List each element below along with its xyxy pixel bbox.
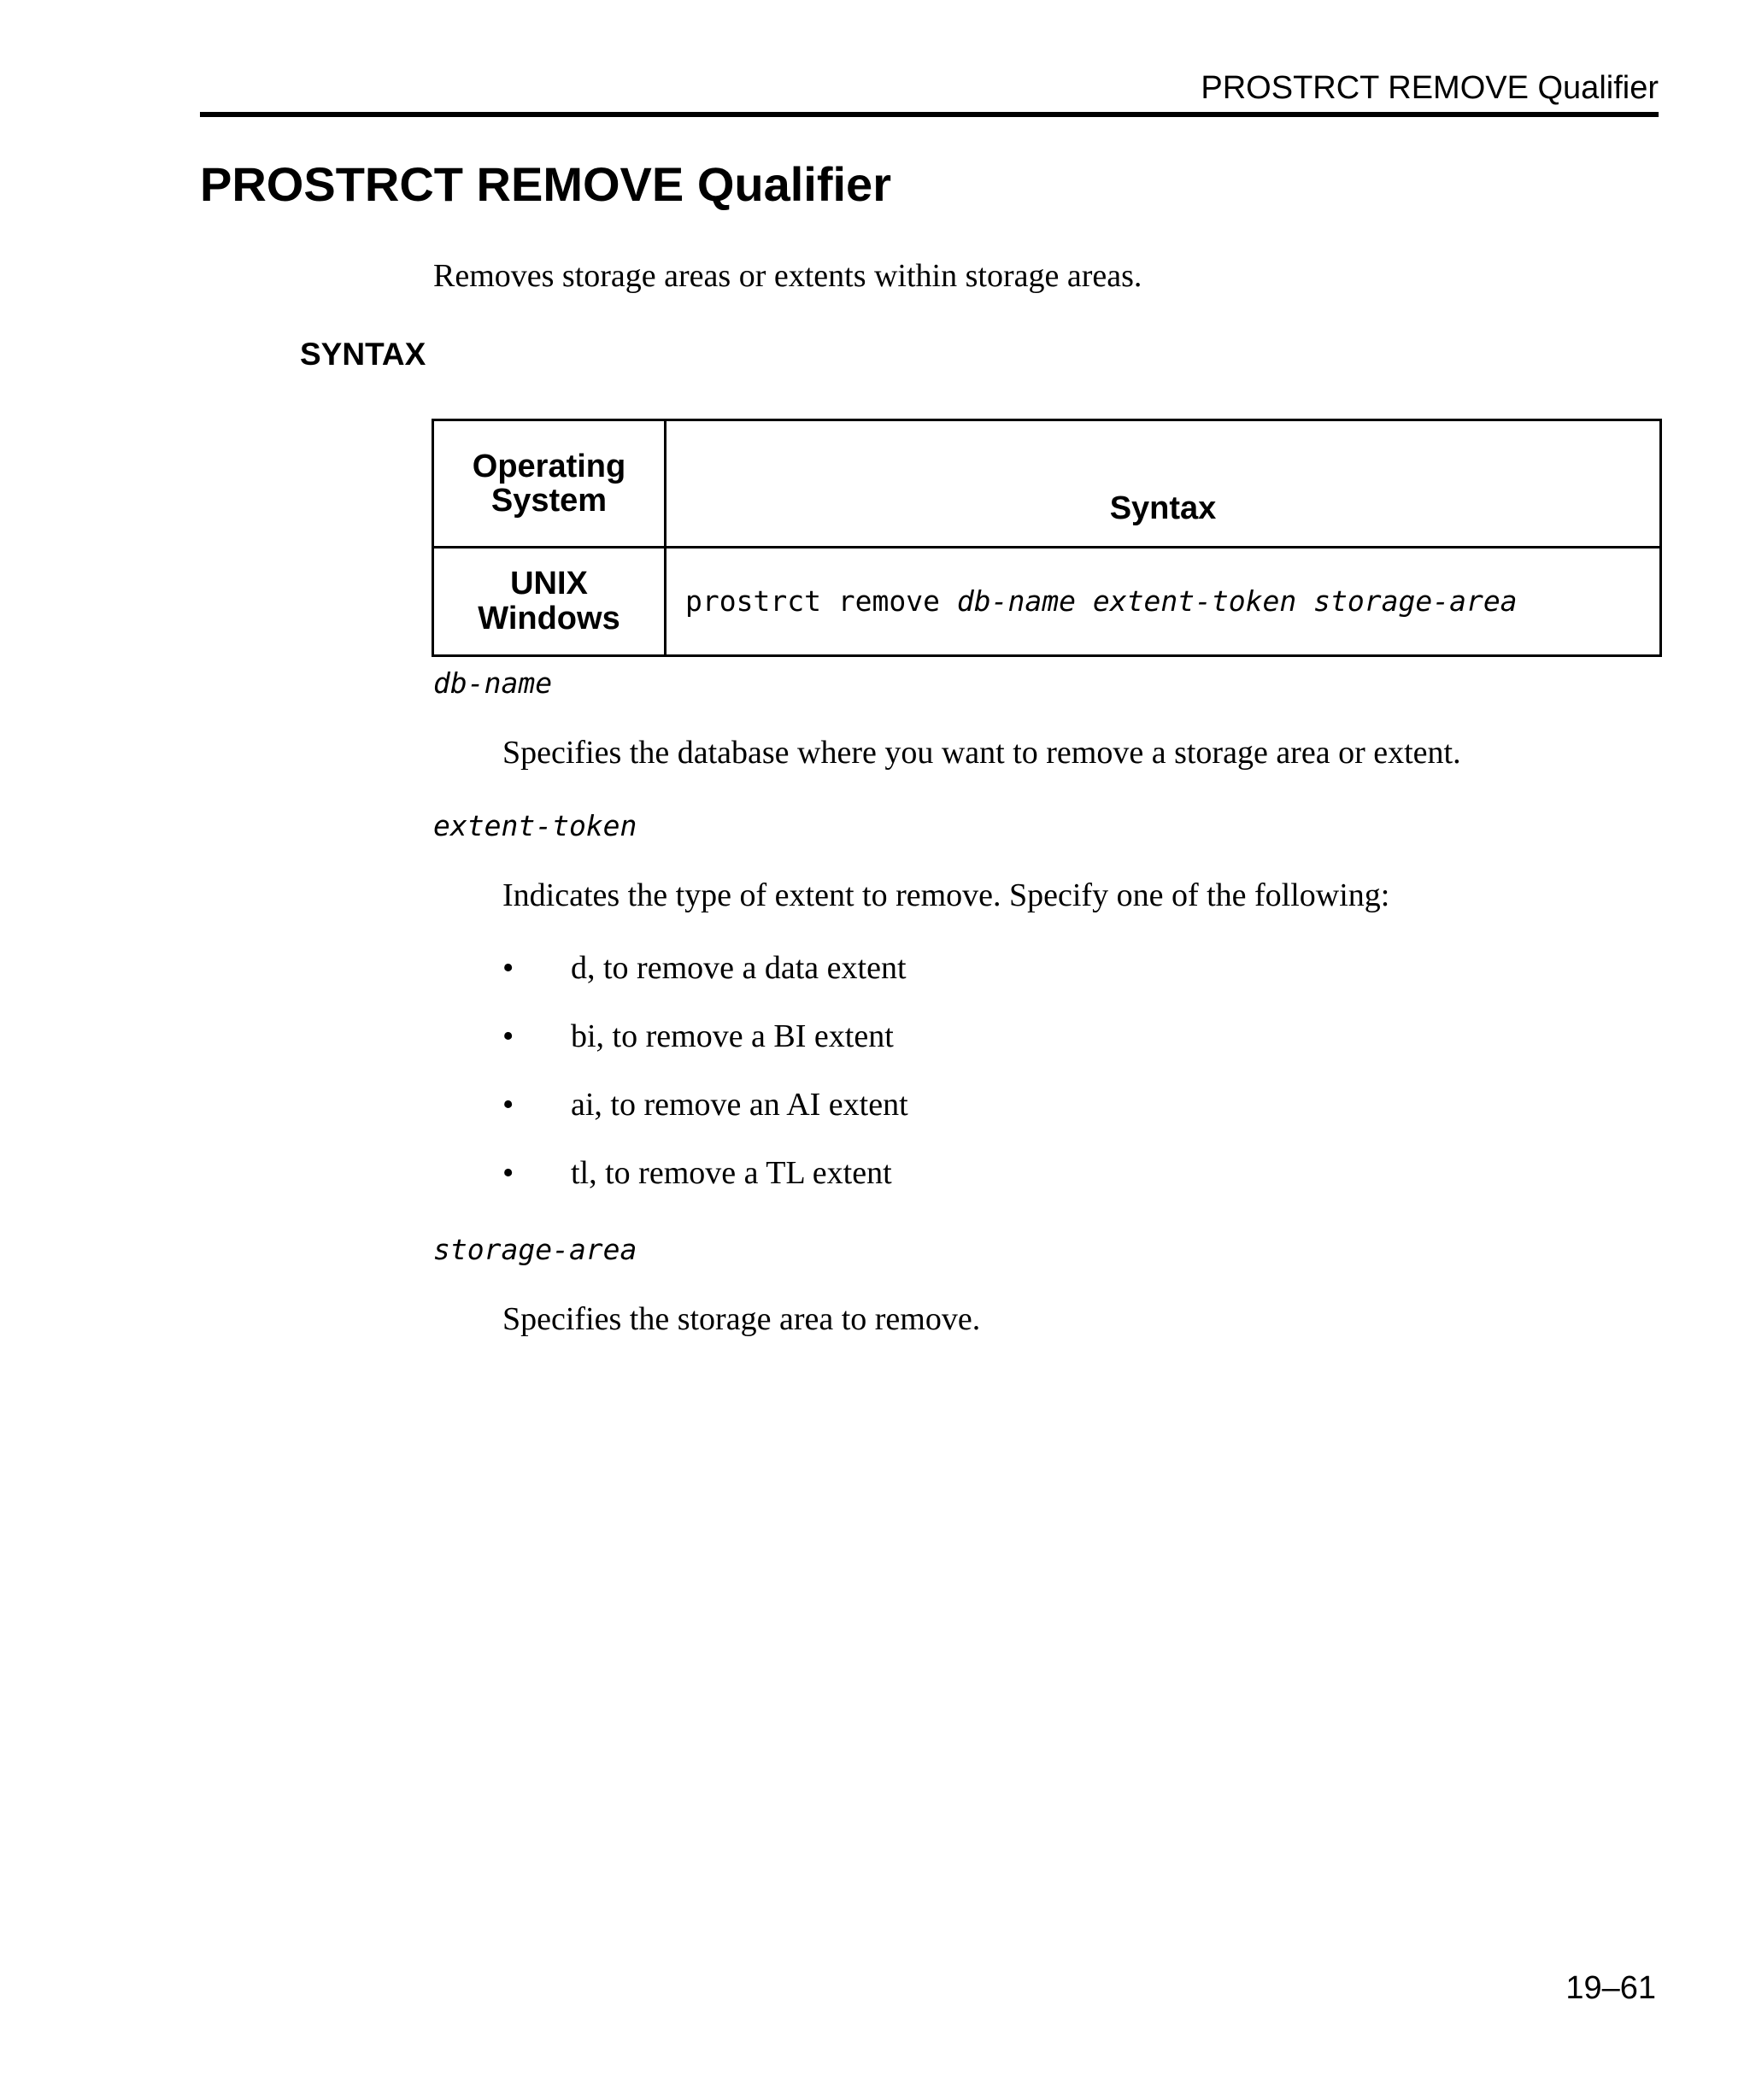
header-syntax: Syntax xyxy=(666,420,1661,548)
param-name-db-name: db-name xyxy=(433,666,553,700)
command-arg-db-name: db-name xyxy=(956,584,1076,618)
os-cell xyxy=(433,548,666,656)
command-arg-extent-token: extent-token xyxy=(1092,584,1297,618)
syntax-table xyxy=(432,419,1662,657)
list-item-text: bi, to remove a BI extent xyxy=(571,1018,894,1054)
bullet-icon: • xyxy=(502,950,514,986)
syntax-heading: SYNTAX xyxy=(300,337,426,372)
summary-text: Removes storage areas or extents within storage areas. xyxy=(433,258,1142,294)
syntax-table-row xyxy=(433,548,1661,656)
list-item-text: ai, to remove an AI extent xyxy=(571,1087,908,1123)
syntax-table-header-row xyxy=(433,420,1661,548)
param-name-extent-token: extent-token xyxy=(433,809,637,842)
header-os-line2: System xyxy=(490,483,608,519)
list-item-text: d, to remove a data extent xyxy=(571,950,907,986)
list-item-text: tl, to remove a TL extent xyxy=(571,1155,892,1191)
param-name-storage-area: storage-area xyxy=(433,1233,637,1266)
command-keyword: prostrct remove xyxy=(685,584,941,618)
header-rule xyxy=(200,112,1659,117)
page-title: PROSTRCT REMOVE Qualifier xyxy=(200,157,891,211)
syntax-command-cell xyxy=(666,548,1661,656)
header-operating-system xyxy=(433,420,666,548)
bullet-icon: • xyxy=(502,1087,514,1123)
param-desc-db-name: Specifies the database where you want to remove a storage area or extent. xyxy=(502,735,1461,771)
page-number: 19–61 xyxy=(1565,1970,1656,2006)
bullet-icon: • xyxy=(502,1155,514,1191)
param-desc-extent-token: Indicates the type of extent to remove. Specify one of the following: xyxy=(502,877,1390,913)
os-unix: UNIX xyxy=(510,566,588,601)
command-arg-storage-area: storage-area xyxy=(1313,584,1518,618)
header-os-line1: Operating xyxy=(472,449,626,484)
os-windows: Windows xyxy=(478,601,620,636)
param-desc-storage-area: Specifies the storage area to remove. xyxy=(502,1301,981,1337)
running-header: PROSTRCT REMOVE Qualifier xyxy=(1201,70,1659,106)
bullet-icon: • xyxy=(502,1018,514,1054)
